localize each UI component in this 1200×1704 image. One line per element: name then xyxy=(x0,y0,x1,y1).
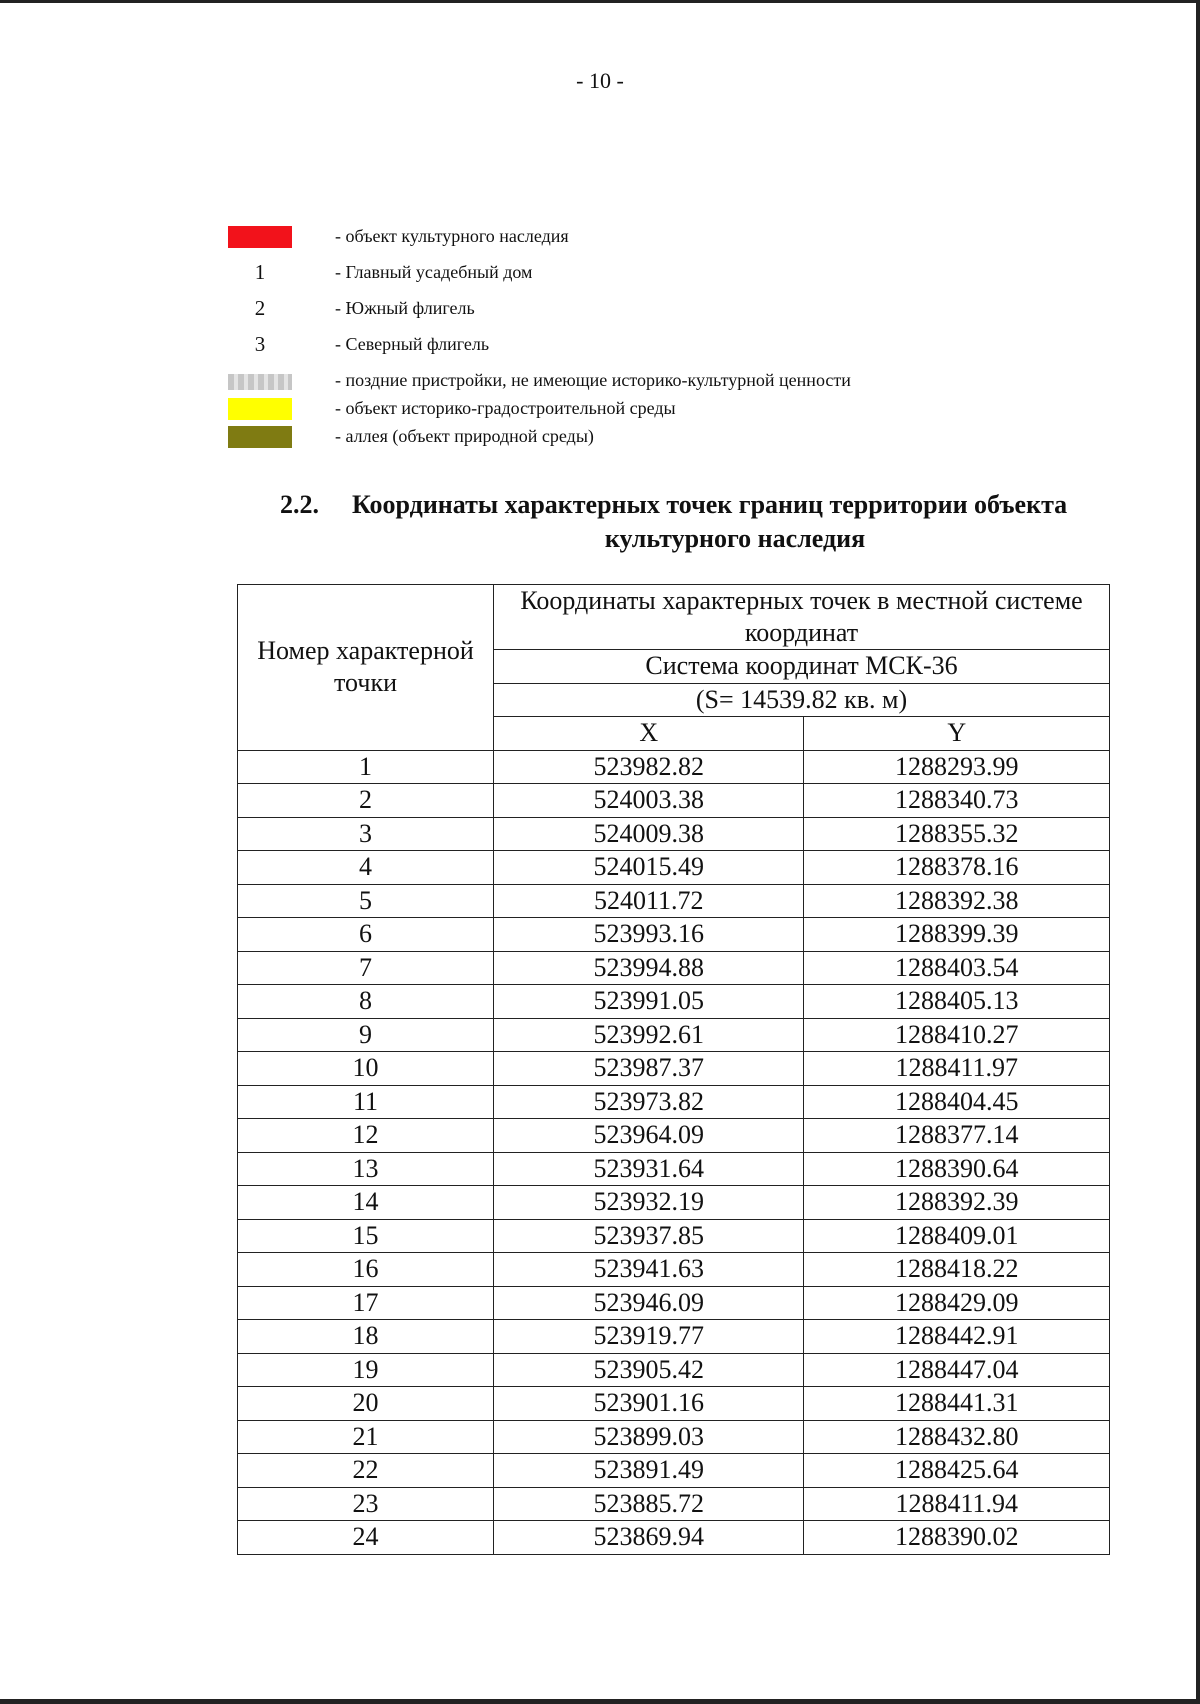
section-number: 2.2. xyxy=(280,490,319,519)
point-number-cell: 13 xyxy=(238,1152,494,1186)
y-coordinate-cell: 1288441.31 xyxy=(804,1387,1110,1421)
legend-item-main-house xyxy=(228,258,988,294)
point-number-cell: 16 xyxy=(238,1253,494,1287)
y-coordinate-cell: 1288410.27 xyxy=(804,1018,1110,1052)
y-coordinate-cell: 1288411.94 xyxy=(804,1487,1110,1521)
y-coordinate-cell: 1288409.01 xyxy=(804,1219,1110,1253)
x-coordinate-cell: 524003.38 xyxy=(494,784,804,818)
point-number-cell: 1 xyxy=(238,750,494,784)
y-coordinate-cell: 1288418.22 xyxy=(804,1253,1110,1287)
scan-border-bottom xyxy=(0,1699,1200,1704)
y-coordinate-cell: 1288390.64 xyxy=(804,1152,1110,1186)
y-coordinate-cell: 1288403.54 xyxy=(804,951,1110,985)
y-coordinate-cell: 1288399.39 xyxy=(804,918,1110,952)
point-number-cell: 21 xyxy=(238,1420,494,1454)
legend-swatch-olive xyxy=(228,426,292,448)
header-area: (S= 14539.82 кв. м) xyxy=(494,683,1110,717)
legend-number: 2 xyxy=(254,296,266,320)
table-row xyxy=(238,1052,1110,1086)
x-coordinate-cell: 523885.72 xyxy=(494,1487,804,1521)
legend xyxy=(228,222,988,450)
x-coordinate-cell: 523869.94 xyxy=(494,1521,804,1555)
legend-label: - аллея (объект природной среды) xyxy=(335,426,594,446)
scan-border-top xyxy=(0,0,1200,3)
y-coordinate-cell: 1288405.13 xyxy=(804,985,1110,1019)
y-coordinate-cell: 1288392.39 xyxy=(804,1186,1110,1220)
point-number-cell: 5 xyxy=(238,884,494,918)
table-row xyxy=(238,1420,1110,1454)
table-row xyxy=(238,784,1110,818)
y-coordinate-cell: 1288390.02 xyxy=(804,1521,1110,1555)
legend-label: - Северный флигель xyxy=(335,334,490,354)
table-row xyxy=(238,1487,1110,1521)
legend-label: - объект культурного наследия xyxy=(335,226,569,246)
point-number-cell: 11 xyxy=(238,1085,494,1119)
legend-swatch-gray xyxy=(228,374,292,390)
y-coordinate-cell: 1288442.91 xyxy=(804,1320,1110,1354)
point-number-cell: 19 xyxy=(238,1353,494,1387)
legend-label: - Южный флигель xyxy=(335,298,475,318)
table-row xyxy=(238,1119,1110,1153)
x-coordinate-cell: 523899.03 xyxy=(494,1420,804,1454)
table-row xyxy=(238,918,1110,952)
point-number-cell: 8 xyxy=(238,985,494,1019)
point-number-cell: 6 xyxy=(238,918,494,952)
y-coordinate-cell: 1288432.80 xyxy=(804,1420,1110,1454)
page-number: - 10 - xyxy=(576,68,624,93)
y-coordinate-cell: 1288404.45 xyxy=(804,1085,1110,1119)
x-coordinate-cell: 524011.72 xyxy=(494,884,804,918)
y-coordinate-cell: 1288293.99 xyxy=(804,750,1110,784)
table-row xyxy=(238,1253,1110,1287)
table-row xyxy=(238,1219,1110,1253)
legend-label: - поздние пристройки, не имеющие историко-культурной ценности xyxy=(335,370,851,390)
x-coordinate-cell: 524015.49 xyxy=(494,851,804,885)
x-coordinate-cell: 523937.85 xyxy=(494,1219,804,1253)
legend-item-heritage xyxy=(228,222,988,258)
legend-item-urban-environment xyxy=(228,394,988,422)
y-coordinate-cell: 1288378.16 xyxy=(804,851,1110,885)
table-row xyxy=(238,851,1110,885)
table-row xyxy=(238,985,1110,1019)
legend-item-late-extensions xyxy=(228,366,988,394)
legend-label: - Главный усадебный дом xyxy=(335,262,533,282)
y-coordinate-cell: 1288340.73 xyxy=(804,784,1110,818)
x-coordinate-cell: 524009.38 xyxy=(494,817,804,851)
x-coordinate-cell: 523992.61 xyxy=(494,1018,804,1052)
table-row xyxy=(238,1286,1110,1320)
header-point-number: Номер характерной точки xyxy=(238,585,494,751)
x-coordinate-cell: 523982.82 xyxy=(494,750,804,784)
point-number-cell: 15 xyxy=(238,1219,494,1253)
x-coordinate-cell: 523905.42 xyxy=(494,1353,804,1387)
legend-item-alley xyxy=(228,422,988,450)
point-number-cell: 7 xyxy=(238,951,494,985)
x-coordinate-cell: 523994.88 xyxy=(494,951,804,985)
x-coordinate-cell: 523932.19 xyxy=(494,1186,804,1220)
point-number-cell: 18 xyxy=(238,1320,494,1354)
table-row xyxy=(238,1085,1110,1119)
x-coordinate-cell: 523931.64 xyxy=(494,1152,804,1186)
x-coordinate-cell: 523946.09 xyxy=(494,1286,804,1320)
point-number-cell: 4 xyxy=(238,851,494,885)
table-row xyxy=(238,1152,1110,1186)
table-row xyxy=(238,750,1110,784)
point-number-cell: 9 xyxy=(238,1018,494,1052)
coordinates-table xyxy=(237,584,1110,1555)
point-number-cell: 3 xyxy=(238,817,494,851)
x-coordinate-cell: 523919.77 xyxy=(494,1320,804,1354)
legend-swatch-yellow xyxy=(228,398,292,420)
header-local-coordinates: Координаты характерных точек в местной системе координат xyxy=(494,585,1110,650)
section-title-line1: Координаты характерных точек границ территории объекта xyxy=(352,490,1068,519)
x-coordinate-cell: 523964.09 xyxy=(494,1119,804,1153)
y-coordinate-cell: 1288429.09 xyxy=(804,1286,1110,1320)
point-number-cell: 14 xyxy=(238,1186,494,1220)
table-row xyxy=(238,1320,1110,1354)
table-row xyxy=(238,884,1110,918)
y-coordinate-cell: 1288411.97 xyxy=(804,1052,1110,1086)
header-x: X xyxy=(494,717,804,751)
x-coordinate-cell: 523891.49 xyxy=(494,1454,804,1488)
point-number-cell: 22 xyxy=(238,1454,494,1488)
legend-number: 1 xyxy=(254,260,266,284)
point-number-cell: 20 xyxy=(238,1387,494,1421)
coordinates-table-body xyxy=(238,750,1110,1554)
table-row xyxy=(238,1521,1110,1555)
table-row xyxy=(238,1454,1110,1488)
table-row xyxy=(238,1018,1110,1052)
x-coordinate-cell: 523987.37 xyxy=(494,1052,804,1086)
header-coordinate-system: Система координат МСК-36 xyxy=(494,650,1110,684)
x-coordinate-cell: 523973.82 xyxy=(494,1085,804,1119)
y-coordinate-cell: 1288377.14 xyxy=(804,1119,1110,1153)
table-row xyxy=(238,817,1110,851)
x-coordinate-cell: 523941.63 xyxy=(494,1253,804,1287)
point-number-cell: 10 xyxy=(238,1052,494,1086)
y-coordinate-cell: 1288355.32 xyxy=(804,817,1110,851)
y-coordinate-cell: 1288425.64 xyxy=(804,1454,1110,1488)
point-number-cell: 17 xyxy=(238,1286,494,1320)
legend-swatch-red xyxy=(228,226,292,248)
point-number-cell: 24 xyxy=(238,1521,494,1555)
point-number-cell: 23 xyxy=(238,1487,494,1521)
scan-border-right xyxy=(1196,0,1200,1704)
y-coordinate-cell: 1288392.38 xyxy=(804,884,1110,918)
x-coordinate-cell: 523901.16 xyxy=(494,1387,804,1421)
table-row xyxy=(238,951,1110,985)
point-number-cell: 12 xyxy=(238,1119,494,1153)
point-number-cell: 2 xyxy=(238,784,494,818)
y-coordinate-cell: 1288447.04 xyxy=(804,1353,1110,1387)
table-row xyxy=(238,1353,1110,1387)
legend-item-north-wing xyxy=(228,330,988,366)
section-title-line2: культурного наследия xyxy=(604,524,866,553)
table-row xyxy=(238,1387,1110,1421)
x-coordinate-cell: 523991.05 xyxy=(494,985,804,1019)
legend-label: - объект историко-градостроительной среды xyxy=(335,398,676,418)
header-y: Y xyxy=(804,717,1110,751)
legend-item-south-wing xyxy=(228,294,988,330)
table-row xyxy=(238,1186,1110,1220)
legend-number: 3 xyxy=(254,332,266,356)
x-coordinate-cell: 523993.16 xyxy=(494,918,804,952)
